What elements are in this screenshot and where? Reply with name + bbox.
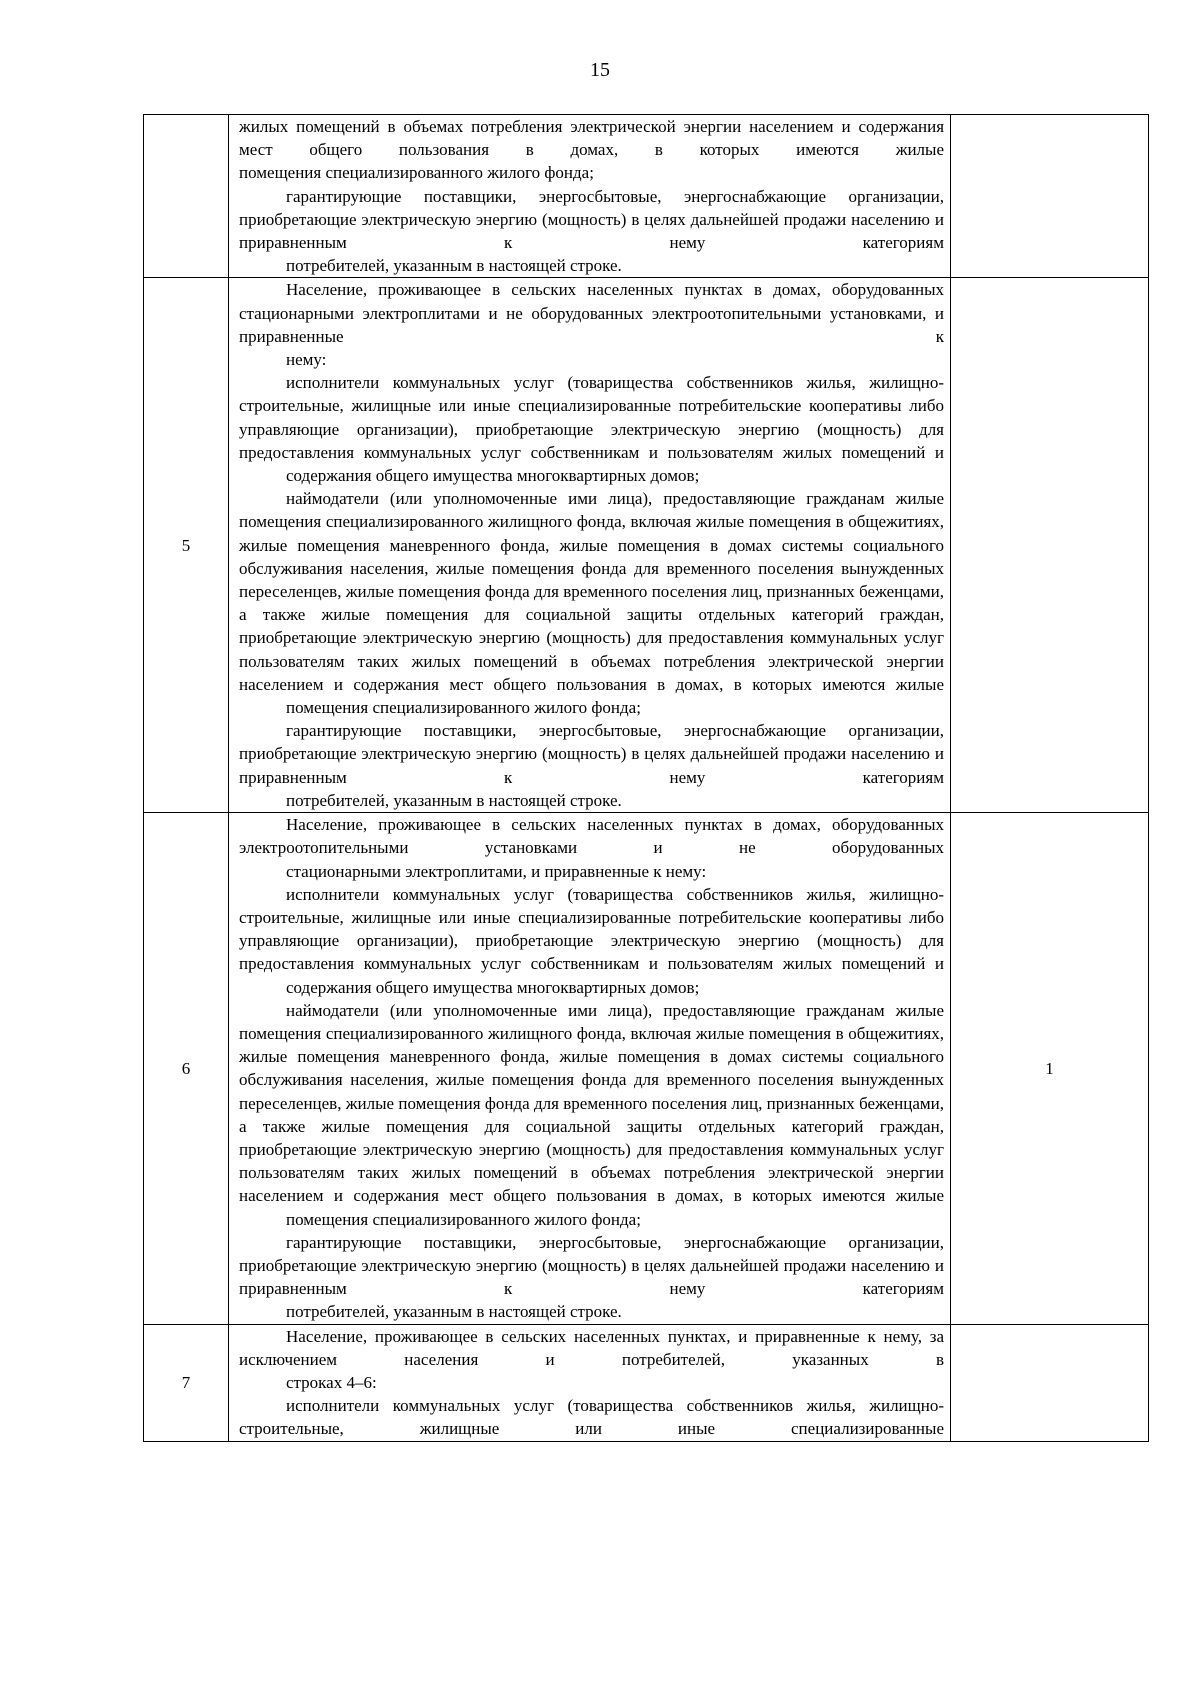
- text-line: приобретающие электрическую энергию (мощность) для предоставления: [239, 931, 944, 974]
- description-paragraph: [239, 813, 944, 883]
- text-line-last: стационарными электроплитами, и приравненные к нему:: [286, 861, 707, 881]
- text-line-last: строках 4–6:: [286, 1372, 377, 1392]
- text-line: отдельных категорий граждан, приобретающие электрическую энергию: [239, 605, 944, 648]
- text-line: жилых помещений в объемах потребления электрической энергии населением: [239, 117, 834, 136]
- text-line: жилых помещений в объемах потребления электрической энергии населением: [239, 651, 945, 694]
- text-line-last: потребителей, указанным в настоящей строке.: [286, 1302, 622, 1322]
- description-paragraph: [239, 1231, 944, 1324]
- table-row: [144, 115, 1149, 278]
- description-paragraph: [239, 719, 944, 812]
- text-line: фонда, жилые помещения в домах системы социального обслуживания: [239, 1047, 945, 1090]
- description-paragraph: [239, 185, 944, 278]
- description-paragraph: [239, 487, 944, 719]
- description-paragraph: [239, 999, 944, 1231]
- row-coefficient-cell: 1: [951, 813, 1149, 1324]
- description-paragraph: [239, 371, 944, 487]
- text-line: жилищно-строительные, жилищные или иные специализированные: [239, 373, 945, 416]
- text-line: (мощность) для предоставления коммунальных услуг пользователям таких: [239, 628, 944, 671]
- row-number-cell: [144, 115, 229, 278]
- text-line: включая жилые помещения в общежитиях, жилые помещения маневренного: [239, 1023, 945, 1067]
- text-line: отдельных категорий граждан, приобретающие электрическую энергию: [239, 1116, 944, 1159]
- text-line-last: помещения специализированного жилого фонда;: [286, 1209, 641, 1229]
- text-line: и содержания мест общего пользования в домах, в которых имеются жилые: [333, 674, 944, 694]
- row-number-cell: 6: [144, 813, 229, 1324]
- text-line: и содержания мест общего пользования в домах, в которых имеются жилые: [333, 1186, 944, 1206]
- text-line: Население, проживающее в сельских населенных пунктах в домах,: [286, 815, 821, 835]
- text-line: жилищно-строительные, жилищные или иные специализированные: [239, 1396, 945, 1439]
- text-line: коммунальных услуг собственникам и пользователям жилых помещений и: [363, 954, 945, 974]
- description-paragraph: [239, 1325, 944, 1395]
- text-line: жилых помещений в объемах потребления электрической энергии населением: [239, 1163, 945, 1206]
- text-line-last: содержания общего имущества многоквартирных домов;: [286, 466, 700, 486]
- text-line: фонда, жилые помещения в домах системы социального обслуживания: [239, 535, 945, 578]
- text-line: организации, приобретающие электрическую энергию (мощность) в целях: [239, 186, 944, 229]
- text-line: исполнители коммунальных услуг (товарищества собственников жилья,: [286, 884, 856, 904]
- text-line: исполнители коммунальных услуг (товарищества собственников жилья,: [286, 373, 856, 393]
- text-line: включая жилые помещения в общежитиях, жилые помещения маневренного: [239, 512, 945, 555]
- row-description-cell: [229, 1324, 951, 1441]
- table-row: [144, 278, 1149, 813]
- text-line: Население, проживающее в сельских населенных пунктах, и: [286, 1326, 748, 1346]
- description-paragraph: [239, 1394, 944, 1440]
- text-line: Население, проживающее в сельских населенных пунктах в домах,: [286, 280, 821, 300]
- text-line: населения, жилые помещения фонда для временного поселения вынужденных: [350, 1070, 944, 1090]
- row-description-cell: [229, 115, 951, 278]
- text-line: дальнейшей продажи населению и приравненным к нему категориям: [239, 744, 944, 787]
- text-line-last: помещения специализированного жилого фонда;: [286, 698, 641, 718]
- text-line: оборудованных электроотопительными установками и не оборудованных: [239, 815, 944, 858]
- row-description-cell: [229, 813, 951, 1324]
- text-line: переселенцев, жилые помещения фонда для временного поселения лиц,: [239, 582, 763, 602]
- text-line: организации, приобретающие электрическую энергию (мощность) в целях: [239, 1232, 944, 1275]
- text-line: потребительские кооперативы либо управляющие организации),: [239, 907, 945, 951]
- text-line: гарантирующие поставщики, энергосбытовые, энергоснабжающие: [286, 721, 827, 741]
- table-row: [144, 813, 1149, 1324]
- text-line-last: потребителей, указанным в настоящей строке.: [286, 256, 622, 276]
- text-line: признанных беженцами, а также жилые помещения для социальной защиты: [239, 582, 945, 625]
- text-line: приравненные к нему, за исключением населения и потребителей, указанных в: [239, 1326, 945, 1369]
- row-number-cell: 7: [144, 1324, 229, 1441]
- text-line-last: нему:: [286, 350, 327, 370]
- text-line-last: содержания общего имущества многоквартирных домов;: [286, 977, 700, 997]
- text-line: и содержания мест общего пользования в домах, в которых имеются жилые: [239, 117, 945, 160]
- text-line: организации, приобретающие электрическую энергию (мощность) в целях: [239, 721, 944, 764]
- text-line: наймодатели (или уполномоченные ими лица), предоставляющие: [286, 489, 796, 509]
- text-line: дальнейшей продажи населению и приравненным к нему категориям: [239, 209, 944, 253]
- description-paragraph: [239, 278, 944, 371]
- text-line: наймодатели (или уполномоченные ими лица), предоставляющие: [286, 1000, 796, 1020]
- text-line: оборудованных стационарными электроплитами: [239, 280, 944, 323]
- tariff-table: [143, 114, 1149, 1442]
- row-number-cell: 5: [144, 278, 229, 813]
- text-line: и не оборудованных электроотопительными установками, и приравненные к: [239, 303, 945, 346]
- description-paragraph: [239, 883, 944, 999]
- description-paragraph: [239, 115, 944, 185]
- text-line: дальнейшей продажи населению и приравненным к нему категориям: [239, 1255, 944, 1299]
- row-coefficient-cell: [951, 115, 1149, 278]
- row-description-cell: [229, 278, 951, 813]
- row-coefficient-cell: [951, 1324, 1149, 1441]
- text-line-last: помещения специализированного жилого фонда;: [239, 163, 594, 183]
- text-line: приобретающие электрическую энергию (мощность) для предоставления: [239, 419, 944, 462]
- table-row: [144, 1324, 1149, 1441]
- text-line: признанных беженцами, а также жилые помещения для социальной защиты: [239, 1093, 945, 1136]
- row-coefficient-cell: [951, 278, 1149, 813]
- text-line: исполнители коммунальных услуг (товарищества собственников жилья,: [286, 1396, 856, 1416]
- text-line: коммунальных услуг собственникам и пользователям жилых помещений и: [363, 442, 945, 462]
- text-line: потребительские кооперативы либо управляющие организации),: [239, 396, 945, 439]
- text-line: гарантирующие поставщики, энергосбытовые, энергоснабжающие: [286, 186, 827, 206]
- text-line: гражданам жилые помещения специализированного жилищного фонда,: [239, 1000, 945, 1043]
- page-number: 15: [590, 59, 610, 81]
- text-line: (мощность) для предоставления коммунальных услуг пользователям таких: [239, 1139, 944, 1183]
- text-line: гражданам жилые помещения специализированного жилищного фонда,: [239, 489, 945, 532]
- text-line: жилищно-строительные, жилищные или иные специализированные: [239, 884, 945, 927]
- text-line-last: потребителей, указанным в настоящей строке.: [286, 790, 622, 810]
- text-line: переселенцев, жилые помещения фонда для временного поселения лиц,: [239, 1093, 763, 1113]
- text-line: населения, жилые помещения фонда для временного поселения вынужденных: [350, 558, 944, 578]
- text-line: гарантирующие поставщики, энергосбытовые, энергоснабжающие: [286, 1232, 827, 1252]
